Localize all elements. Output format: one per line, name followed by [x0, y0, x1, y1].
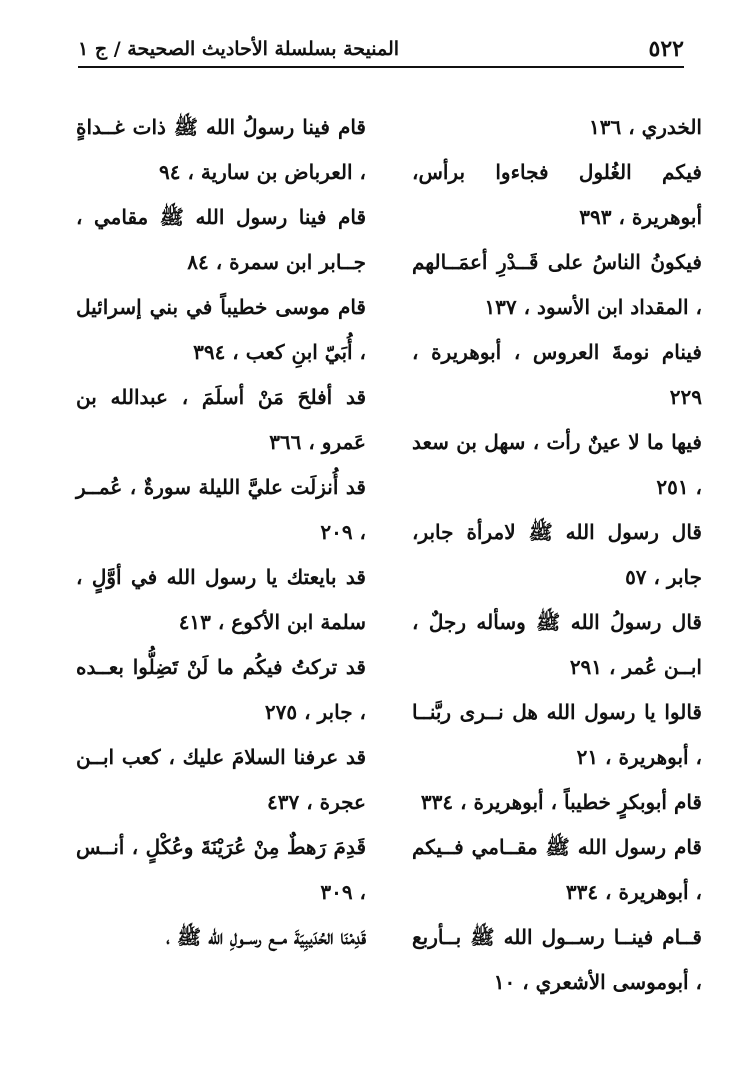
- index-entry: قام فينا رسولُ الله ﷺ ذات غــداةٍ ، العرباض بن سارية ، ٩٤: [76, 115, 366, 184]
- index-entry: قَدِمْنَا الحُدَيبِيَةَ مــع رســولِ الله ﷺ ،: [166, 925, 366, 949]
- index-entry: قد بايعتك يا رسول الله في أوَّلٍ ، سلمة ابن الأكوع ، ٤١٣: [76, 565, 366, 634]
- index-entry: فيكم الغُلول فجاءوا برأس، أبوهريرة ، ٣٩٣: [412, 160, 702, 229]
- index-entry: قام أبوبكرٍ خطيباً ، أبوهريرة ، ٣٣٤: [420, 790, 702, 814]
- index-entry: قام موسى خطيباً في بني إسرائيل ، أُبَيّ ابنِ كعب ، ٣٩٤: [76, 295, 366, 364]
- index-entry: قام رسول الله ﷺ مقــامي فــيكم ، أبوهريرة ، ٣٣٤: [412, 835, 702, 904]
- index-entry: الخدري ، ١٣٦: [589, 115, 702, 139]
- index-entry: قد عرفنا السلامَ عليك ، كعب ابــن عجرة ، ٤٣٧: [76, 745, 366, 814]
- index-entry: قــام فينــا رســول الله ﷺ بــأربع ، أبوموسى الأشعري ، ١٠: [412, 925, 702, 994]
- index-entry: قال رسولُ الله ﷺ وسأله رجلٌ ، ابــن عُمر ، ٢٩١: [412, 610, 702, 679]
- index-entry: قال رسول الله ﷺ لامرأة جابر، جابر ، ٥٧: [412, 520, 702, 589]
- index-entry: قَدِمَ رَهطٌ مِنْ عُرَيْنَةَ وعُكْلٍ ، أنــس ، ٣٠٩: [76, 835, 366, 904]
- page-number: ٥٢٢: [648, 36, 684, 62]
- index-entry: فيكونُ الناسُ على قَــدْرِ أعمَــالهم ، المقداد ابن الأسود ، ١٣٧: [412, 250, 702, 319]
- index-entry: فينام نومةَ العروس ، أبوهريرة ، ٢٢٩: [412, 340, 702, 409]
- index-entry: فيها ما لا عينٌ رأت ، سهل بن سعد ، ٢٥١: [412, 430, 702, 499]
- index-entry: قد أفلحَ مَنْ أسلَمَ ، عبدالله بن عَمرو ، ٣٦٦: [76, 385, 366, 454]
- index-entry: قد أُنزلَت عليَّ الليلة سورةٌ ، عُمــر ، ٢٠٩: [76, 475, 366, 544]
- index-entry: قام فينا رسول الله ﷺ مقامي ، جــابر ابن سمرة ، ٨٤: [76, 205, 366, 274]
- page-header: [78, 32, 684, 68]
- index-column-right: [412, 105, 702, 1005]
- running-title: المنيحة بسلسلة الأحاديث الصحيحة / ج ١: [78, 38, 400, 60]
- index-entry: قالوا يا رسول الله هل نــرى ربَّنــا ، أبوهريرة ، ٢١: [412, 700, 702, 769]
- index-column-left: [76, 105, 366, 960]
- index-entry: قد تركتُ فيكُم ما لَنْ تَضِلُّوا بعــده ، جابر ، ٢٧٥: [76, 655, 366, 724]
